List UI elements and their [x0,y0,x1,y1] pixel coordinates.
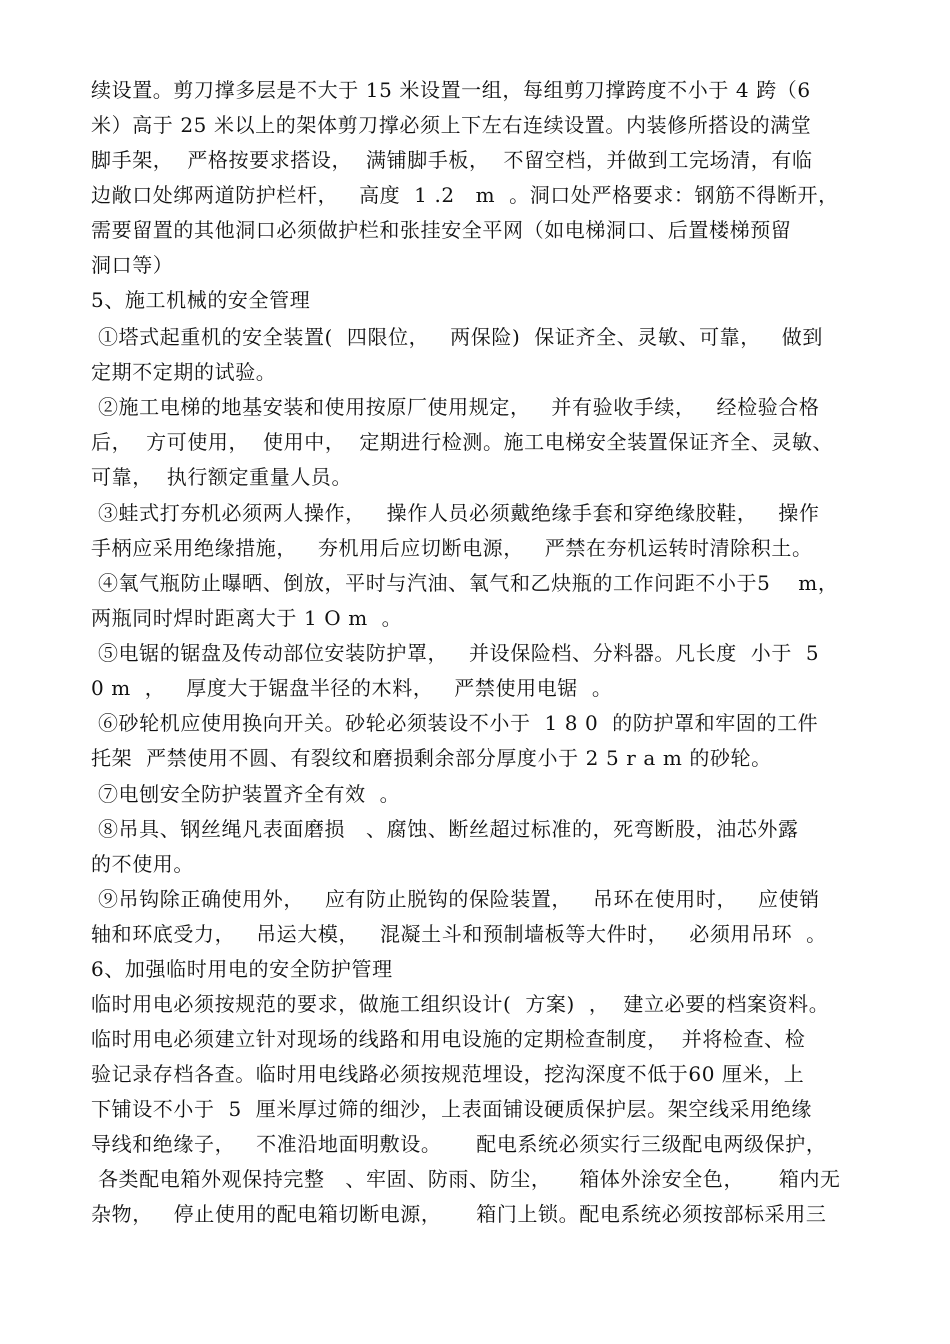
text-line: 边敞口处绑两道防护栏杆， 高度 1 .2 m 。洞口处严格要求：钢筋不得断开， [91,183,839,207]
text-line: 米）高于 25 米以上的架体剪刀撑必须上下左右连续设置。内装修所搭设的满堂 [91,113,812,137]
text-line: 各类配电箱外观保持完整 、牢固、防雨、防尘， 箱体外涂安全色， 箱内无 [91,1167,841,1191]
text-line: 验记录存档各查。临时用电线路必须按规范埋设，挖沟深度不低于60 厘米，上 [91,1062,805,1086]
section-heading: 6、加强临时用电的安全防护管理 [91,957,393,981]
list-item: ⑤电锯的锯盘及传动部位安装防护罩， 并设保险档、分料器。凡长度 小于 5 [91,641,820,665]
list-item: ①塔式起重机的安全装置( 四限位， 两保险) 保证齐全、灵敏、可靠， 做到 [91,325,823,349]
section-heading: 5、施工机械的安全管理 [91,288,311,312]
text-line: 定期不定期的试验。 [91,360,277,384]
text-line: 临时用电必须建立针对现场的线路和用电设施的定期检查制度， 并将检查、检 [91,1027,806,1051]
text-line: 续设置。剪刀撑多层是不大于 15 米设置一组，每组剪刀撑跨度不小于 4 跨（6 [91,78,811,102]
text-line: 的不使用。 [91,852,194,876]
text-line: 后， 方可使用， 使用中， 定期进行检测。施工电梯安全装置保证齐全、灵敏、 [91,430,834,454]
list-item: ③蛙式打夯机必须两人操作， 操作人员必须戴绝缘手套和穿绝缘胶鞋， 操作 [91,501,820,525]
list-item: ⑦电刨安全防护装置齐全有效 。 [91,782,401,806]
text-line: 导线和绝缘子， 不准沿地面明敷设。 配电系统必须实行三级配电两级保护， [91,1132,827,1156]
list-item: ②施工电梯的地基安装和使用按原厂使用规定， 并有验收手续， 经检验合格 [91,395,820,419]
list-item: ⑨吊钩除正确使用外， 应有防止脱钩的保险装置， 吊环在使用时， 应使销 [91,887,820,911]
text-line: 杂物， 停止使用的配电箱切断电源， 箱门上锁。配电系统必须按部标采用三 [91,1202,827,1226]
text-line: 手柄应采用绝缘措施， 夯机用后应切断电源， 严禁在夯机运转时清除积土。 [91,536,813,560]
text-line: 托架 严禁使用不圆、有裂纹和磨损剩余部分厚度小于 2 5 r a m 的砂轮。 [91,746,772,770]
text-line: 脚手架， 严格按要求搭设， 满铺脚手板， 不留空档，并做到工完场清，有临 [91,148,813,172]
list-item: ④氧气瓶防止曝晒、倒放，平时与汽油、氧气和乙炔瓶的工作问距不小于5 m， [91,571,839,595]
list-item: ⑧吊具、钢丝绳凡表面磨损 、腐蚀、断丝超过标准的，死弯断股，油芯外露 [91,817,799,841]
list-item: ⑥砂轮机应使用换向开关。砂轮必须装设不小于 1 8 0 的防护罩和牢固的工件 [91,711,819,735]
text-line: 需要留置的其他洞口必须做护栏和张挂安全平网（如电梯洞口、后置楼梯预留 [91,218,792,242]
text-line: 洞口等） [91,253,174,277]
text-line: 轴和环底受力， 吊运大模， 混凝土斗和预制墙板等大件时， 必须用吊环 。 [91,922,827,946]
text-line: 下铺设不小于 5 厘米厚过筛的细沙，上表面铺设硬质保护层。架空线采用绝缘 [91,1097,812,1121]
text-line: 两瓶同时焊时距离大于 1 O m 。 [91,606,403,630]
text-line: 临时用电必须按规范的要求，做施工组织设计( 方案) ， 建立必要的档案资料。 [91,992,830,1016]
text-line: 0 m ， 厚度大于锯盘半径的木料， 严禁使用电锯 。 [91,676,613,700]
text-line: 可靠， 执行额定重量人员。 [91,465,353,489]
